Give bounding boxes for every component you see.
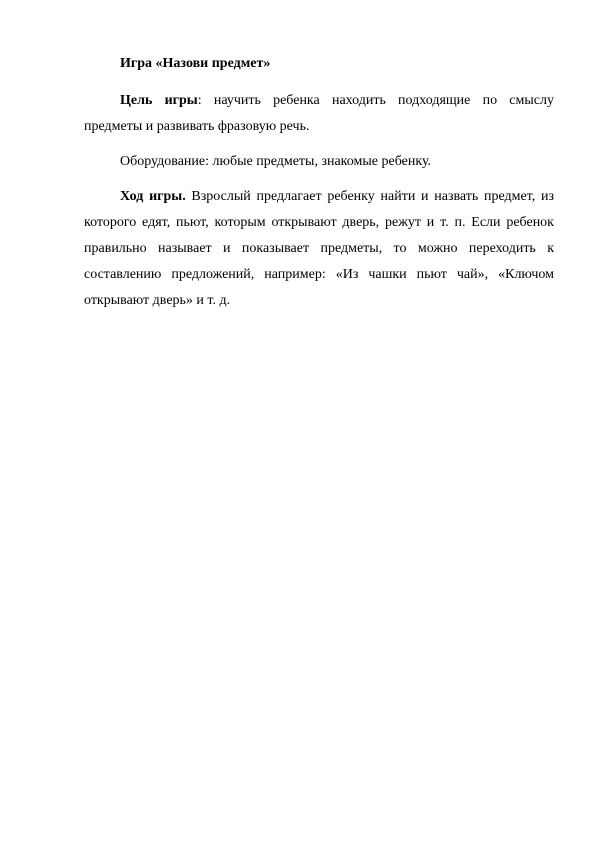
equipment-text: Оборудование: любые предметы, знакомые ребенку. xyxy=(120,154,432,169)
equipment-paragraph xyxy=(84,149,554,175)
goal-lead: Цель игры xyxy=(120,93,198,108)
document-page xyxy=(84,54,554,323)
document-title: Игра «Назови предмет» xyxy=(120,56,271,71)
procedure-paragraph xyxy=(84,184,554,314)
procedure-text: Взрослый предлагает ребенку найти и назвать предмет, из которого едят, пьют, которым открывают дверь, режут и т. п. Если ребенок правильно называет и показывает предметы, то можно переходить к составлению предложений, например: «Из чашки пьют чай», «Ключом открывают дверь» и т. д. xyxy=(84,189,554,308)
goal-paragraph xyxy=(84,88,554,140)
goal-text: : научить ребенка находить подходящие по смыслу предметы и развивать фразовую речь. xyxy=(84,93,554,134)
procedure-lead: Ход игры. xyxy=(120,189,186,204)
